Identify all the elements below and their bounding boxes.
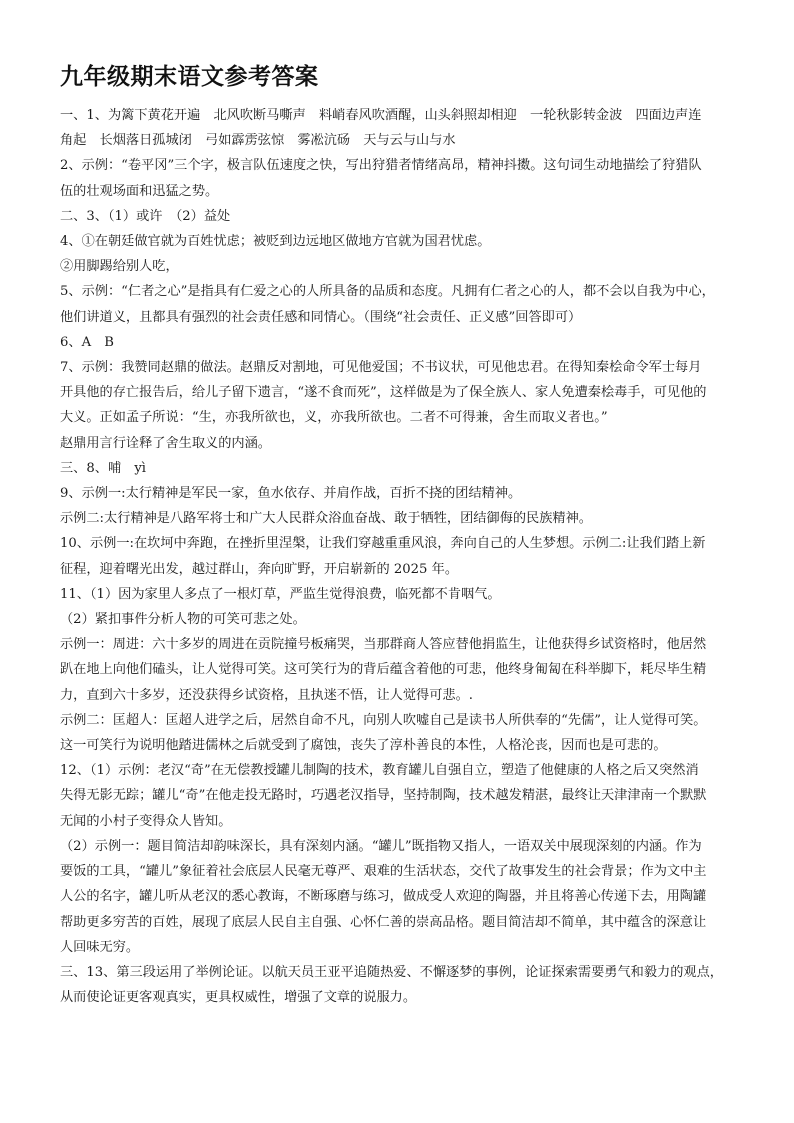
text-line: 无闻的小村子变得众人皆知。 <box>60 813 232 829</box>
text-line: 6、A B <box>60 334 114 350</box>
text-line: 从而使论证更客观真实，更具权威性，增强了文章的说服力。 <box>60 990 417 1006</box>
text-line: 力，直到六十多岁，还没获得乡试资格，且执迷不悟，让人觉得可悲。. <box>60 687 474 703</box>
text-line: 大义。正如孟子所说：“生，亦我所欲也，义，亦我所欲也。二者不可得兼，舍生而取义者也。” <box>60 410 608 426</box>
text-line: 征程，迎着曙光出发，越过群山，奔向旷野，开启崭新的 2025 年。 <box>60 561 459 577</box>
text-line: 要饭的工具，“罐儿”象征着社会底层人民毫无尊严、艰难的生活状态，交代了故事发生的社会背景；作为文中主 <box>60 864 707 880</box>
text-line: 12、（1）示例：老汉“奇”在无偿教授罐儿制陶的技术，教育罐儿自强自立，塑造了他健康的人格之后又突然消 <box>60 763 699 779</box>
text-line: 赵鼎用言行诠释了舍生取义的内涵。 <box>60 435 271 451</box>
text-line: 帮助更多穷苦的百姓，展现了底层人民自主自强、心怀仁善的崇高品格。题目简洁却不简单，其中蕴含的深意让 <box>60 914 707 930</box>
text-line: 三、13、第三段运用了举例论证。以航天员王亚平追随热爱、不懈逐梦的事例，论证探索需要勇气和毅力的观点， <box>60 964 723 980</box>
text-line: 伍的壮观场面和迅猛之势。 <box>60 183 219 199</box>
text-line: 5、示例：“仁者之心”是指具有仁爱之心的人所具备的品质和态度。凡拥有仁者之心的人，都不会以自我为中心， <box>60 284 715 300</box>
text-line: 2、示例：“卷平冈”三个字，极言队伍速度之快，写出狩猎者情绪高昂，精神抖擞。这句词生动地描绘了狩猎队 <box>60 158 702 174</box>
text-line: 失得无影无踪；罐儿“奇”在他走投无路时，巧遇老汉指导，坚持制陶，技术越发精湛，最终让天津津南一个默默 <box>60 788 707 804</box>
text-line: 10、示例一:在坎坷中奔跑，在挫折里涅槃，让我们穿越重重风浪，奔向自己的人生梦想。示例二:让我们踏上新 <box>60 536 706 552</box>
text-line: ②用脚踢给别人吃， <box>60 259 179 275</box>
text-line: 三、8、哺 yì <box>60 460 146 476</box>
text-line: 这一可笑行为说明他踏进儒林之后就受到了腐蚀，丧失了淳朴善良的本性，人格沦丧，因而也是可悲的。 <box>60 738 667 754</box>
text-line: 人公的名字，罐儿听从老汉的悉心教诲，不断琢磨与练习，做成受人欢迎的陶器，并且将善心传递下去，用陶罐 <box>60 889 707 905</box>
text-line: 二、3、（1）或许 （2）益处 <box>60 208 231 224</box>
text-line: 一、1、为篱下黄花开遍 北风吹断马嘶声 料峭春风吹酒醒，山头斜照却相迎 一轮秋影转金波 四面边声连 <box>60 108 702 123</box>
text-line: 示例二:太行精神是八路军将士和广大人民群众浴血奋战、敢于牺牲，团结御侮的民族精神。 <box>60 511 592 527</box>
text-line: 7、示例：我赞同赵鼎的做法。赵鼎反对割地，可见他爱国；不书议状，可见他忠君。在得知秦桧命令军士每月 <box>60 360 702 376</box>
answer-body <box>60 103 744 1010</box>
text-line: 人回味无穷。 <box>60 939 140 955</box>
text-line: 9、示例一:太行精神是军民一家，鱼水依存、并肩作战，百折不挠的团结精神。 <box>60 486 522 502</box>
text-line: 他们讲道义，且都具有强烈的社会责任感和同情心。（围绕“社会责任、正义感”回答即可） <box>60 309 582 325</box>
text-line: 开具他的存亡报告后，给儿子留下遗言，“遂不食而死”，这样做是为了保全族人、家人免遭秦桧毒手，可见他的 <box>60 385 707 401</box>
text-line: 示例二：匡超人：匡超人进学之后，居然自命不凡，向别人吹嘘自己是读书人所供奉的“先儒”，让人觉得可笑。 <box>60 712 707 728</box>
text-line: 11、（1）因为家里人多点了一根灯草，严监生觉得浪费，临死都不肯咽气。 <box>60 586 501 602</box>
text-line: 4、①在朝廷做官就为百姓忧虑；被贬到边远地区做地方官就为国君忧虑。 <box>60 234 491 250</box>
text-line: 示例一：周进：六十多岁的周进在贡院撞号板痛哭，当那群商人答应替他捐监生，让他获得乡试资格时，他居然 <box>60 637 707 653</box>
text-line: （2）示例一：题目简洁却韵味深长，具有深刻内涵。“罐儿”既指物又指人，一语双关中展现深刻的内涵。作为 <box>60 838 702 854</box>
text-line: 角起 长烟落日孤城闭 弓如霹雳弦惊 雾凇沆砀 天与云与山与水 <box>60 133 456 149</box>
text-line: （2）紧扣事件分析人物的可笑可悲之处。 <box>60 612 306 628</box>
text-line: 趴在地上向他们磕头，让人觉得可笑。这可笑行为的背后蕴含着他的可悲，他终身匍匐在科举脚下，耗尽毕生精 <box>60 662 707 678</box>
page-title: 九年级期末语文参考答案 <box>60 64 319 90</box>
